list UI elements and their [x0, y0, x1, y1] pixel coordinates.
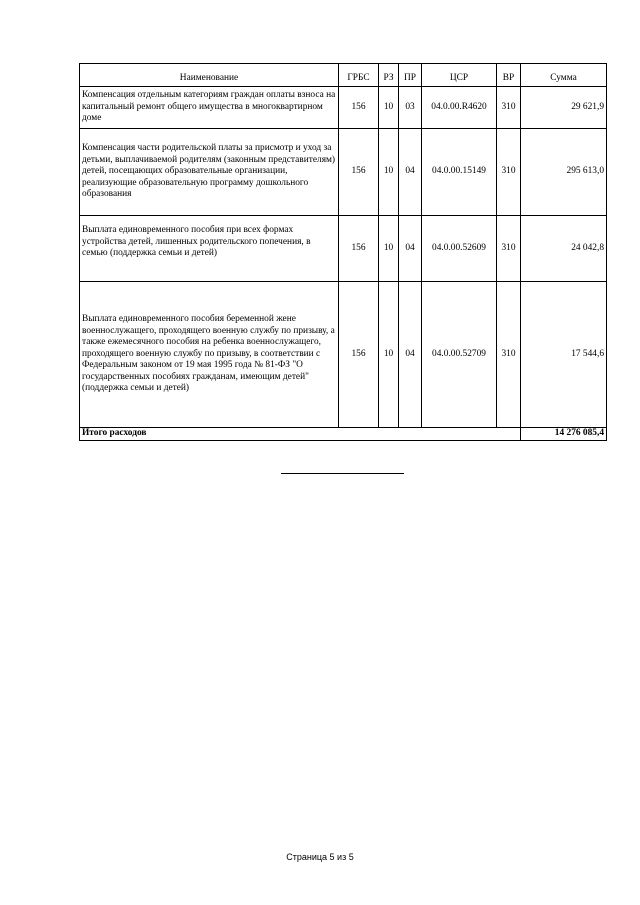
row-sum: 295 613,0	[521, 129, 607, 216]
header-vr: ВР	[497, 64, 521, 87]
total-sum: 14 276 085,4	[521, 428, 607, 441]
row-grbs: 156	[339, 87, 379, 129]
row-vr: 310	[497, 282, 521, 428]
row-pr: 04	[399, 282, 422, 428]
row-pr: 03	[399, 87, 422, 129]
row-vr: 310	[497, 129, 521, 216]
row-csr: 04.0.00.52609	[422, 216, 497, 282]
row-rz: 10	[379, 87, 399, 129]
table-row	[80, 216, 607, 282]
header-grbs: ГРБС	[339, 64, 379, 87]
row-vr: 310	[497, 87, 521, 129]
row-sum: 17 544,6	[521, 282, 607, 428]
table-row	[80, 129, 607, 216]
row-pr: 04	[399, 129, 422, 216]
row-name: Выплата единовременного пособия беременной жене военнослужащего, проходящего военную службу по призыву, а также ежемесячного пособия на ребенка военнослужащего, проходящего военную службу по призыву, в соответствии с Федеральным законом от 19 мая 1995 года № 81-ФЗ "О государственных пособиях гражданам, имеющим детей" (поддержка семьи и детей)	[80, 282, 339, 428]
table-row	[80, 282, 607, 428]
row-grbs: 156	[339, 216, 379, 282]
row-grbs: 156	[339, 282, 379, 428]
row-csr: 04.0.00.52709	[422, 282, 497, 428]
expenses-table	[79, 63, 607, 441]
table-row	[80, 87, 607, 129]
row-vr: 310	[497, 216, 521, 282]
row-rz: 10	[379, 282, 399, 428]
row-rz: 10	[379, 216, 399, 282]
row-name: Компенсация части родительской платы за присмотр и уход за детьми, выплачиваемой родителям (законным представителям) детей, посещающих образовательные организации, реализующие образовательную программу дошкольного образования	[80, 129, 339, 216]
header-rz: РЗ	[379, 64, 399, 87]
header-name: Наименование	[80, 64, 339, 87]
row-sum: 24 042,8	[521, 216, 607, 282]
table-header-row	[80, 64, 607, 87]
page-footer: Страница 5 из 5	[286, 852, 354, 862]
total-label: Итого расходов	[80, 428, 521, 441]
total-row	[80, 428, 607, 441]
header-pr: ПР	[399, 64, 422, 87]
header-csr: ЦСР	[422, 64, 497, 87]
row-grbs: 156	[339, 129, 379, 216]
separator-line	[281, 473, 404, 474]
row-csr: 04.0.00.R4620	[422, 87, 497, 129]
row-name: Выплата единовременного пособия при всех формах устройства детей, лишенных родительского попечения, в семью (поддержка семьи и детей)	[80, 216, 339, 282]
row-sum: 29 621,9	[521, 87, 607, 129]
row-pr: 04	[399, 216, 422, 282]
row-rz: 10	[379, 129, 399, 216]
row-name: Компенсация отдельным категориям граждан оплаты взноса на капитальный ремонт общего имущества в многоквартирном доме	[80, 87, 339, 129]
row-csr: 04.0.00.15149	[422, 129, 497, 216]
header-sum: Сумма	[521, 64, 607, 87]
